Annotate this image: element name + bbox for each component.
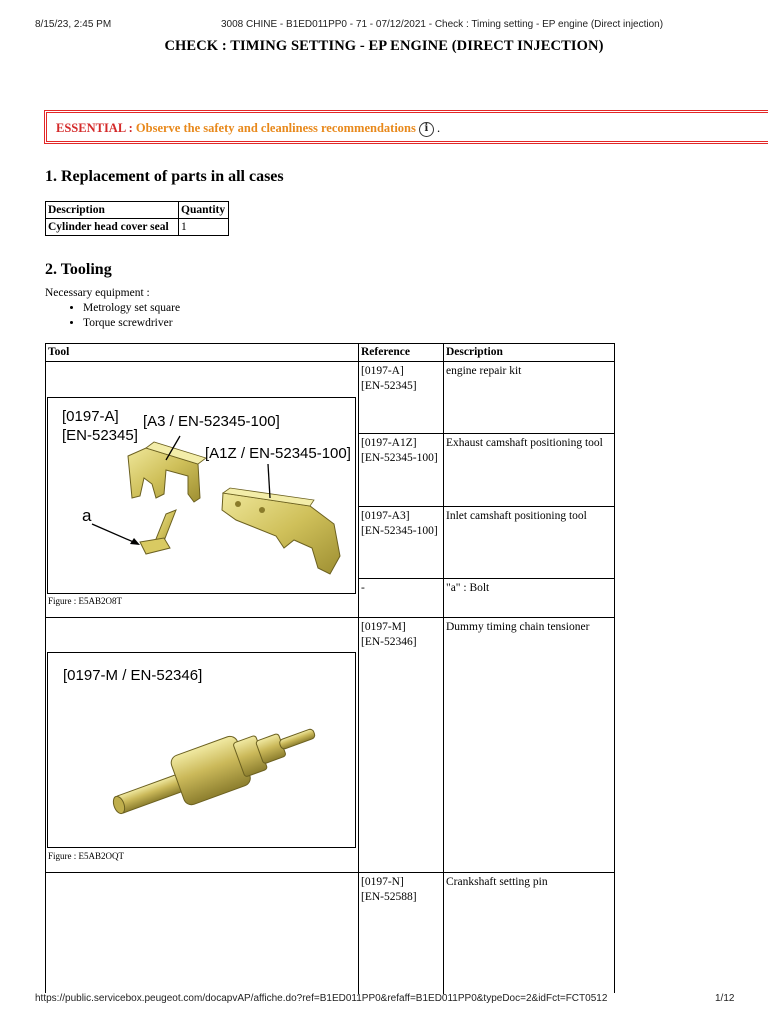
ref-0197-a1z: [0197-A1Z] [EN-52345-100] [361,437,438,464]
info-icon[interactable]: i [419,122,434,137]
desc-inlet-camshaft-tool: Inlet camshaft positioning tool [446,510,587,522]
parts-table-header [46,202,229,219]
print-doc-title: 3008 CHINE - B1ED011PP0 - 71 - 07/12/2021 - Check : Timing setting - EP engine (Direct injection) [221,19,664,30]
figure-dummy-tensioner [47,652,356,848]
figure-2-caption: Figure : E5AB2OQT [48,851,124,861]
equipment-block [45,286,180,331]
part-quantity: 1 [179,219,229,236]
desc-exhaust-camshaft-tool: Exhaust camshaft positioning tool [446,437,603,449]
section-1-heading: 1. Replacement of parts in all cases [45,168,284,185]
ref-0197-n: [0197-N] [EN-52588] [361,876,417,903]
page-title: CHECK : TIMING SETTING - EP ENGINE (DIRECT INJECTION) [164,38,604,54]
col-description: Description [446,346,503,358]
section-2-heading: 2. Tooling [45,261,112,278]
part-description: Cylinder head cover seal [46,219,179,236]
desc-crankshaft-pin: Crankshaft setting pin [446,876,548,888]
list-item: • Metrology set square [83,301,180,316]
essential-label: ESSENTIAL [56,121,126,135]
col-tool: Tool [48,346,70,358]
parts-table [45,201,229,236]
essential-text[interactable]: Observe the safety and cleanliness recommendations [135,121,416,135]
figure-1-caption: Figure : E5AB2O8T [48,596,122,606]
desc-bolt: "a" : Bolt [446,582,490,594]
ref-0197-a3: [0197-A3] [EN-52345-100] [361,510,438,537]
equipment-intro: Necessary equipment : [45,287,150,299]
callout-0197-m: [0197-M / EN-52346] [63,667,203,684]
essential-separator: : [125,121,136,135]
table-row [46,219,229,236]
print-datetime: 8/15/23, 2:45 PM [35,19,112,30]
figure-camshaft-tools [47,397,356,594]
callout-en-52345: [EN-52345] [62,427,138,444]
callout-a1z: [A1Z / EN-52345-100] [205,445,351,462]
callout-a3: [A3 / EN-52345-100] [143,413,280,430]
callout-0197-a: [0197-A] [62,408,119,425]
essential-tail: . [433,121,441,135]
col-description: Description [46,202,179,219]
col-quantity: Quantity [179,202,229,219]
list-item: • Torque screwdriver [83,316,180,331]
equipment-list [45,301,180,331]
essential-banner [44,110,768,144]
callout-a: a [82,506,92,525]
print-url[interactable]: https://public.servicebox.peugeot.com/docapvAP/affiche.do?ref=B1ED011PP0&refaff=B1ED011PP0&typeDoc=2&idFct=FCT0512 [35,993,608,1004]
ref-0197-m: [0197-M] [EN-52346] [361,621,417,648]
ref-0197-a: [0197-A] [EN-52345] [361,365,417,392]
ref-bolt: - [361,582,365,594]
col-reference: Reference [361,346,410,358]
desc-engine-repair-kit: engine repair kit [446,365,522,377]
tool-table [45,343,615,993]
desc-dummy-tensioner: Dummy timing chain tensioner [446,621,590,633]
print-page-number: 1/12 [715,993,735,1004]
